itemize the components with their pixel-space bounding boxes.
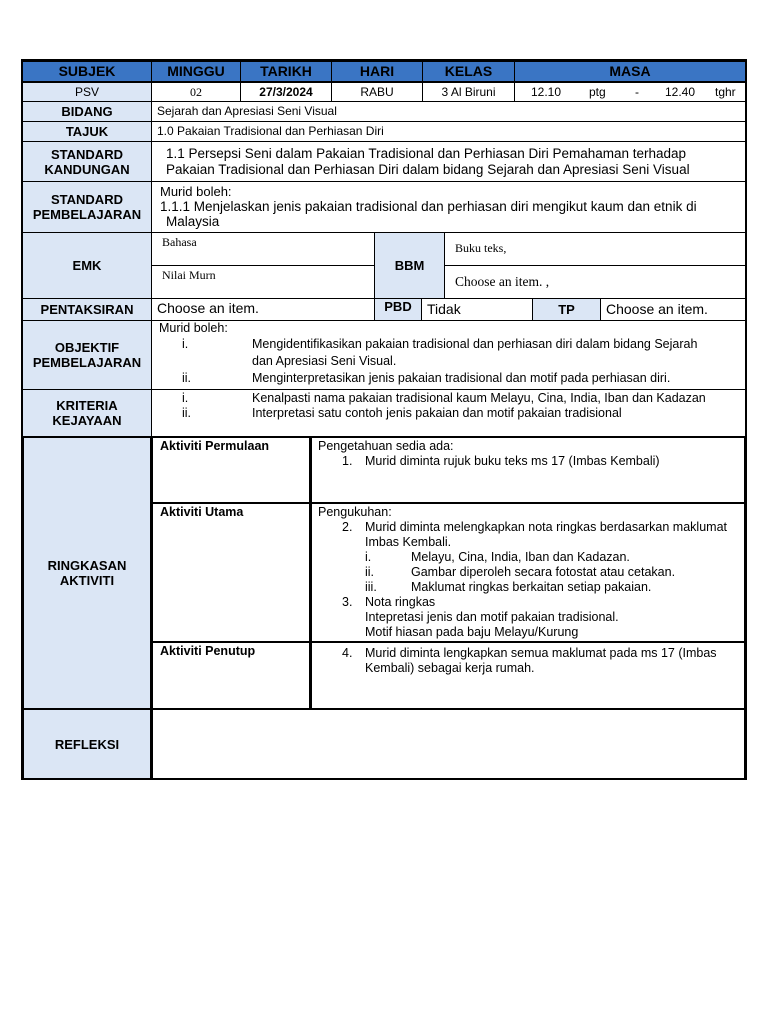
utama-sub-2 bbox=[318, 565, 739, 580]
aktiviti-penutup-content[interactable] bbox=[310, 641, 746, 710]
masa-ptg: ptg bbox=[589, 85, 606, 99]
bbm-item-1[interactable]: Buku teks, bbox=[444, 232, 746, 266]
sp-label-2: PEMBELAJARAN bbox=[32, 207, 142, 222]
masa-value[interactable] bbox=[514, 82, 746, 102]
utama-step-2-text bbox=[365, 520, 727, 550]
minggu-value[interactable]: 02 bbox=[151, 82, 241, 102]
tarikh-value[interactable]: 27/3/2024 bbox=[240, 82, 332, 102]
header-masa: MASA bbox=[514, 61, 746, 82]
utama-step-3-line-1: Nota ringkas bbox=[365, 595, 436, 609]
op-item-1-num: i. bbox=[182, 337, 189, 351]
utama-step-3-line-2: Intepretasi jenis dan motif pakaian tradisional. bbox=[365, 610, 619, 624]
masa-tghr: tghr bbox=[715, 85, 736, 99]
bbm-label: BBM bbox=[374, 232, 445, 299]
utama-sub-1-num: i. bbox=[365, 550, 372, 564]
sk-line-2: Pakaian Tradisional dan Perhiasan Diri dalam bidang Sejarah dan Apresiasi Seni Visual bbox=[166, 162, 690, 177]
sk-label-2: KANDUNGAN bbox=[44, 161, 130, 177]
aktiviti-permulaan-label: Aktiviti Permulaan bbox=[151, 436, 311, 504]
op-item-2-text: Menginterpretasikan jenis pakaian tradisional dan motif pada perhiasan diri. bbox=[252, 371, 671, 385]
op-item-1 bbox=[159, 336, 740, 370]
op-item-1-line-1: Mengidentifikasikan pakaian tradisional dan perhiasan diri dalam bidang Sejarah bbox=[252, 337, 698, 351]
permulaan-heading: Pengetahuan sedia ada: bbox=[318, 439, 454, 453]
emk-item-1[interactable]: Bahasa bbox=[151, 232, 375, 266]
objektif-value[interactable] bbox=[151, 320, 746, 390]
kk-label-1: KRITERIA bbox=[56, 398, 118, 413]
header-kelas: KELAS bbox=[422, 61, 515, 82]
masa-dash: - bbox=[635, 85, 639, 99]
pentaksiran-label: PENTAKSIRAN bbox=[22, 298, 152, 321]
utama-step-2-num: 2. bbox=[342, 520, 353, 534]
penutup-step-line-2: Kembali) sebagai kerja rumah. bbox=[365, 661, 535, 675]
refleksi-value[interactable] bbox=[151, 708, 746, 780]
penutup-step-line-1: Murid diminta lengkapkan semua maklumat pada ms 17 (Imbas bbox=[365, 646, 717, 660]
standard-pembelajaran-value[interactable] bbox=[151, 181, 746, 233]
utama-heading: Pengukuhan: bbox=[318, 505, 392, 519]
utama-step-3-num: 3. bbox=[342, 595, 353, 609]
refleksi-label: REFLEKSI bbox=[22, 708, 152, 780]
sp-line-2: Malaysia bbox=[166, 214, 220, 229]
sk-line-1: 1.1 Persepsi Seni dalam Pakaian Tradisional dan Perhiasan Diri Pemahaman terhadap bbox=[166, 146, 687, 161]
emk-item-2[interactable]: Nilai Murn bbox=[151, 265, 375, 299]
aktiviti-utama-label: Aktiviti Utama bbox=[151, 502, 311, 643]
header-tarikh: TARIKH bbox=[240, 61, 332, 82]
pbd-label: PBD bbox=[374, 298, 422, 321]
bidang-label: BIDANG bbox=[22, 101, 152, 122]
emk-label: EMK bbox=[22, 232, 152, 299]
utama-sub-1-text: Melayu, Cina, India, Iban dan Kadazan. bbox=[411, 550, 630, 564]
penutup-step-text bbox=[365, 646, 717, 676]
sp-intro: Murid boleh: bbox=[160, 184, 232, 199]
hari-value[interactable]: RABU bbox=[331, 82, 423, 102]
tajuk-value[interactable]: 1.0 Pakaian Tradisional dan Perhiasan Diri bbox=[151, 121, 746, 142]
penutup-step-num: 4. bbox=[342, 646, 353, 660]
utama-sub-2-text: Gambar diperoleh secara fotostat atau cetakan. bbox=[411, 565, 676, 579]
utama-step-2-line-1: Murid diminta melengkapkan nota ringkas berdasarkan maklumat bbox=[365, 520, 727, 534]
aktiviti-permulaan-content[interactable] bbox=[310, 436, 746, 504]
kk-item-2 bbox=[159, 406, 740, 421]
op-label-1: OBJEKTIF bbox=[54, 340, 120, 355]
masa-start: 12.10 bbox=[531, 85, 562, 99]
utama-sub-3 bbox=[318, 580, 739, 595]
op-item-1-text bbox=[252, 336, 697, 370]
op-item-2-num: ii. bbox=[182, 371, 192, 385]
aktiviti-penutup-label: Aktiviti Penutup bbox=[151, 641, 311, 710]
header-hari: HARI bbox=[331, 61, 423, 82]
permulaan-step bbox=[318, 454, 739, 469]
utama-step-2-line-2: Imbas Kembali. bbox=[365, 535, 452, 549]
utama-sub-3-text: Maklumat ringkas berkaitan setiap pakaian. bbox=[411, 580, 652, 594]
standard-pembelajaran-label bbox=[22, 181, 152, 233]
objektif-label bbox=[22, 320, 152, 390]
header-minggu: MINGGU bbox=[151, 61, 241, 82]
kk-item-1 bbox=[159, 391, 740, 406]
ra-label-1: RINGKASAN bbox=[47, 558, 127, 573]
standard-kandungan-label bbox=[22, 141, 152, 182]
bidang-value[interactable]: Sejarah dan Apresiasi Seni Visual bbox=[151, 101, 746, 122]
kk-label-2: KEJAYAAN bbox=[52, 413, 122, 428]
tp-label: TP bbox=[532, 298, 601, 321]
aktiviti-utama-content[interactable] bbox=[310, 502, 746, 643]
masa-end: 12.40 bbox=[665, 85, 696, 99]
tajuk-label: TAJUK bbox=[22, 121, 152, 142]
permulaan-step-text: Murid diminta rujuk buku teks ms 17 (Imbas Kembali) bbox=[365, 454, 660, 468]
kriteria-value[interactable] bbox=[151, 389, 746, 437]
op-item-1-line-2: dan Apresiasi Seni Visual. bbox=[252, 354, 397, 368]
kk-item-2-num: ii. bbox=[182, 406, 192, 420]
bbm-item-2[interactable]: Choose an item. , bbox=[444, 265, 746, 299]
utama-sub-1 bbox=[318, 550, 739, 565]
ringkasan-aktiviti-label bbox=[22, 436, 152, 710]
op-label-2: PEMBELAJARAN bbox=[32, 355, 142, 370]
header-subjek: SUBJEK bbox=[22, 61, 152, 82]
sp-label-1: STANDARD bbox=[51, 192, 123, 207]
utama-step-3-text bbox=[365, 595, 619, 640]
kriteria-label bbox=[22, 389, 152, 437]
penutup-step bbox=[318, 646, 739, 676]
kk-item-1-num: i. bbox=[182, 391, 189, 405]
utama-step-2 bbox=[318, 520, 739, 550]
utama-step-3-line-3: Motif hiasan pada baju Melayu/Kurung bbox=[365, 625, 579, 639]
pbd-value[interactable]: Tidak bbox=[421, 298, 533, 321]
permulaan-step-num: 1. bbox=[342, 454, 353, 468]
kelas-value[interactable]: 3 Al Biruni bbox=[422, 82, 515, 102]
tp-value[interactable]: Choose an item. bbox=[600, 298, 746, 321]
ra-label-2: AKTIVITI bbox=[59, 573, 115, 588]
op-intro: Murid boleh: bbox=[159, 321, 228, 335]
utama-sub-2-num: ii. bbox=[365, 565, 375, 579]
kk-item-1-text: Kenalpasti nama pakaian tradisional kaum Melayu, Cina, India, Iban dan Kadazan bbox=[252, 391, 706, 405]
standard-kandungan-value[interactable] bbox=[151, 141, 746, 182]
sk-label-1: STANDARD bbox=[51, 146, 123, 162]
sp-line-1: 1.1.1 Menjelaskan jenis pakaian tradisional dan perhiasan diri mengikut kaum dan etnik di bbox=[160, 199, 697, 214]
utama-step-3 bbox=[318, 595, 739, 640]
pentaksiran-value[interactable]: Choose an item. bbox=[151, 298, 375, 321]
subjek-value[interactable]: PSV bbox=[22, 82, 152, 102]
kk-item-2-text: Interpretasi satu contoh jenis pakaian dan motif pakaian tradisional bbox=[252, 406, 622, 420]
utama-sub-3-num: iii. bbox=[365, 580, 377, 594]
op-item-2 bbox=[159, 370, 740, 387]
